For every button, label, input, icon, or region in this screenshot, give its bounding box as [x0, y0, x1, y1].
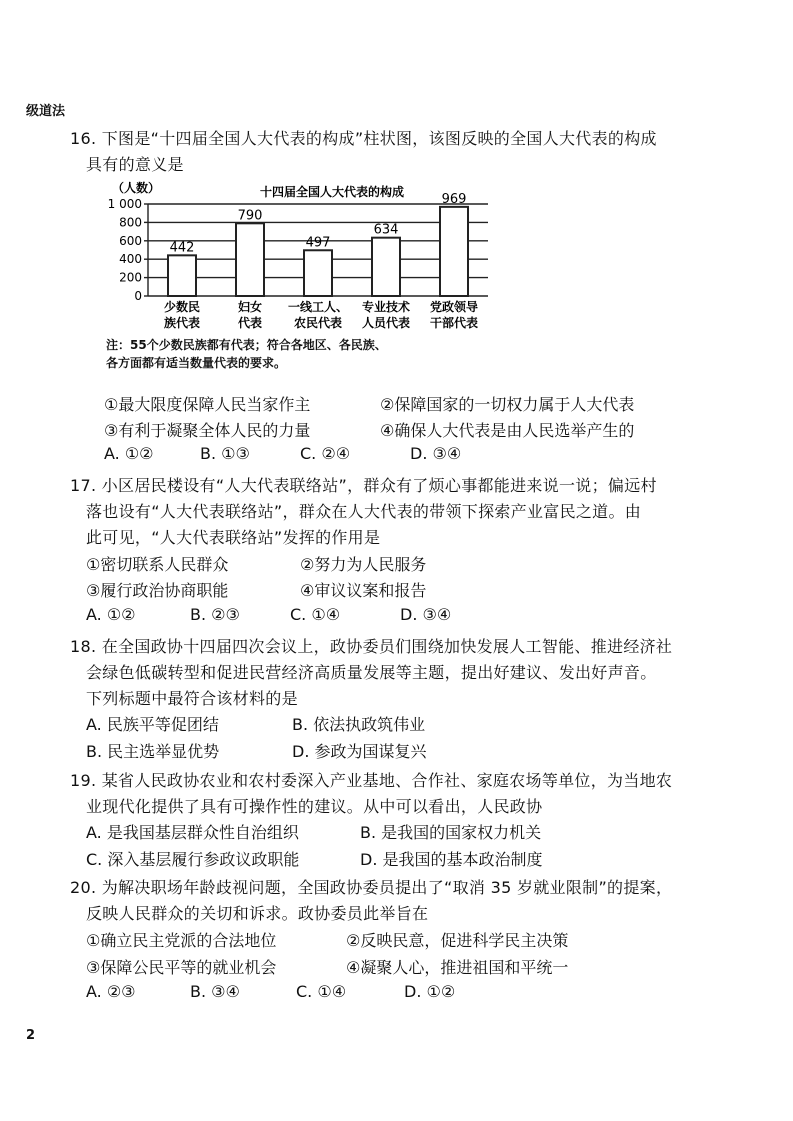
- q20-answer-b[interactable]: B. ③④: [190, 982, 240, 1001]
- q19-answer-c[interactable]: C. 深入基层履行参政议政职能: [86, 850, 300, 869]
- q16-answer-d[interactable]: D. ③④: [410, 444, 462, 463]
- q16-stem-line1: 16. 下图是“十四届全国人大代表的构成”柱状图，该图反映的全国人大代表的构成: [70, 129, 657, 148]
- q16-option-4: ④确保人大代表是由人民选举产生的: [380, 421, 635, 440]
- q19-stem-line1: 19. 某省人民政协农业和农村委深入产业基地、合作社、家庭农场等单位，为当地农: [70, 771, 673, 790]
- bar: [236, 223, 264, 296]
- data-label: 634: [373, 222, 399, 238]
- q20-answer-d[interactable]: D. ①②: [404, 982, 456, 1001]
- category-label: 妇女: [237, 300, 263, 314]
- data-label: 442: [169, 240, 195, 256]
- y-tick-label: 0: [134, 289, 142, 303]
- q19-answer-d[interactable]: D. 是我国的基本政治制度: [360, 850, 543, 869]
- q18-stem-line1: 18. 在全国政协十四届四次会议上，政协委员们围绕加快发展人工智能、推进经济社: [70, 637, 673, 656]
- bar-chart: [106, 176, 506, 336]
- q16-answer-c[interactable]: C. ②④: [300, 444, 351, 463]
- y-tick-label: 400: [119, 252, 142, 267]
- category-label: 干部代表: [429, 316, 479, 330]
- data-label: 497: [305, 235, 331, 251]
- q18-answer-a[interactable]: A. 民族平等促团结: [86, 715, 219, 734]
- page-header: 级道法: [26, 104, 66, 119]
- q17-option-1: ①密切联系人民群众: [86, 555, 229, 574]
- q18-answer-d[interactable]: D. 参政为国谋复兴: [292, 742, 427, 761]
- y-tick-label: 200: [119, 270, 142, 285]
- category-label: 一线工人、: [287, 300, 349, 314]
- bar: [372, 238, 400, 296]
- q20-stem-line2: 反映人民群众的关切和诉求。政协委员此举旨在: [86, 904, 429, 923]
- category-label: 族代表: [163, 316, 201, 330]
- q17-answer-b[interactable]: B. ②③: [190, 605, 240, 624]
- category-label: 专业技术: [361, 300, 411, 314]
- q20-answer-a[interactable]: A. ②③: [86, 982, 136, 1001]
- q20-option-1: ①确立民主党派的合法地位: [86, 931, 277, 950]
- q19-answer-b[interactable]: B. 是我国的国家权力机关: [360, 823, 542, 842]
- q20-stem-line1: 20. 为解决职场年龄歧视问题，全国政协委员提出了“取消 35 岁就业限制”的提案，: [70, 878, 673, 897]
- q20-option-4: ④凝聚人心，推进祖国和平统一: [346, 958, 569, 977]
- data-label: 790: [237, 208, 263, 224]
- chart-note-line1: 注：55个少数民族都有代表；符合各地区、各民族、: [106, 338, 387, 352]
- category-label: 人员代表: [361, 316, 411, 330]
- q19-stem-line2: 业现代化提供了具有可操作性的建议。从中可以看出，人民政协: [86, 797, 543, 816]
- data-label: 969: [441, 191, 467, 207]
- q16-option-1: ①最大限度保障人民当家作主: [104, 395, 311, 414]
- q17-answer-c[interactable]: C. ①④: [290, 605, 341, 624]
- q19-answer-a[interactable]: A. 是我国基层群众性自治组织: [86, 823, 299, 842]
- q17-option-3: ③履行政治协商职能: [86, 581, 229, 600]
- chart-note-line2: 各方面都有适当数量代表的要求。: [106, 356, 287, 370]
- q17-option-4: ④审议议案和报告: [300, 581, 427, 600]
- category-label: 农民代表: [293, 316, 343, 330]
- q18-answer-b[interactable]: B. 依法执政筑伟业: [292, 715, 426, 734]
- q20-option-3: ③保障公民平等的就业机会: [86, 958, 277, 977]
- y-tick-label: 800: [119, 215, 142, 230]
- category-label: 少数民: [163, 300, 201, 314]
- bar: [304, 250, 332, 296]
- category-label: 党政领导: [429, 300, 479, 314]
- q17-stem-line1: 17. 小区居民楼设有“人大代表联络站”，群众有了烦心事都能进来说一说；偏远村: [70, 476, 657, 495]
- q20-option-2: ②反映民意，促进科学民主决策: [346, 931, 569, 950]
- q17-stem-line2: 落也设有“人大代表联络站”，群众在人大代表的带领下探索产业富民之道。由: [86, 502, 642, 521]
- category-label: 代表: [237, 316, 263, 330]
- bar: [168, 255, 196, 296]
- y-axis-label: （人数）: [112, 181, 161, 195]
- q17-answer-d[interactable]: D. ③④: [400, 605, 452, 624]
- q20-answer-c[interactable]: C. ①④: [296, 982, 347, 1001]
- q18-stem-line3: 下列标题中最符合该材料的是: [86, 689, 298, 708]
- q16-stem-line2: 具有的意义是: [86, 155, 184, 174]
- chart-title: 十四届全国人大代表的构成: [259, 185, 405, 199]
- bar: [440, 207, 468, 296]
- q16-option-2: ②保障国家的一切权力属于人大代表: [380, 395, 635, 414]
- q17-option-2: ②努力为人民服务: [300, 555, 427, 574]
- q18-stem-line2: 会绿色低碳转型和促进民营经济高质量发展等主题，提出好建议、发出好声音。: [86, 663, 657, 682]
- q16-option-3: ③有利于凝聚全体人民的力量: [104, 421, 311, 440]
- q16-answer-b[interactable]: B. ①③: [200, 444, 250, 463]
- q16-answer-a[interactable]: A. ①②: [104, 444, 154, 463]
- q18-answer-c[interactable]: B. 民主选举显优势: [86, 742, 220, 761]
- page-number: 2: [26, 1028, 36, 1043]
- y-tick-label: 600: [119, 233, 142, 248]
- q17-answer-a[interactable]: A. ①②: [86, 605, 136, 624]
- y-tick-label: 1 000: [107, 197, 142, 211]
- q17-stem-line3: 此可见，“人大代表联络站”发挥的作用是: [86, 528, 381, 547]
